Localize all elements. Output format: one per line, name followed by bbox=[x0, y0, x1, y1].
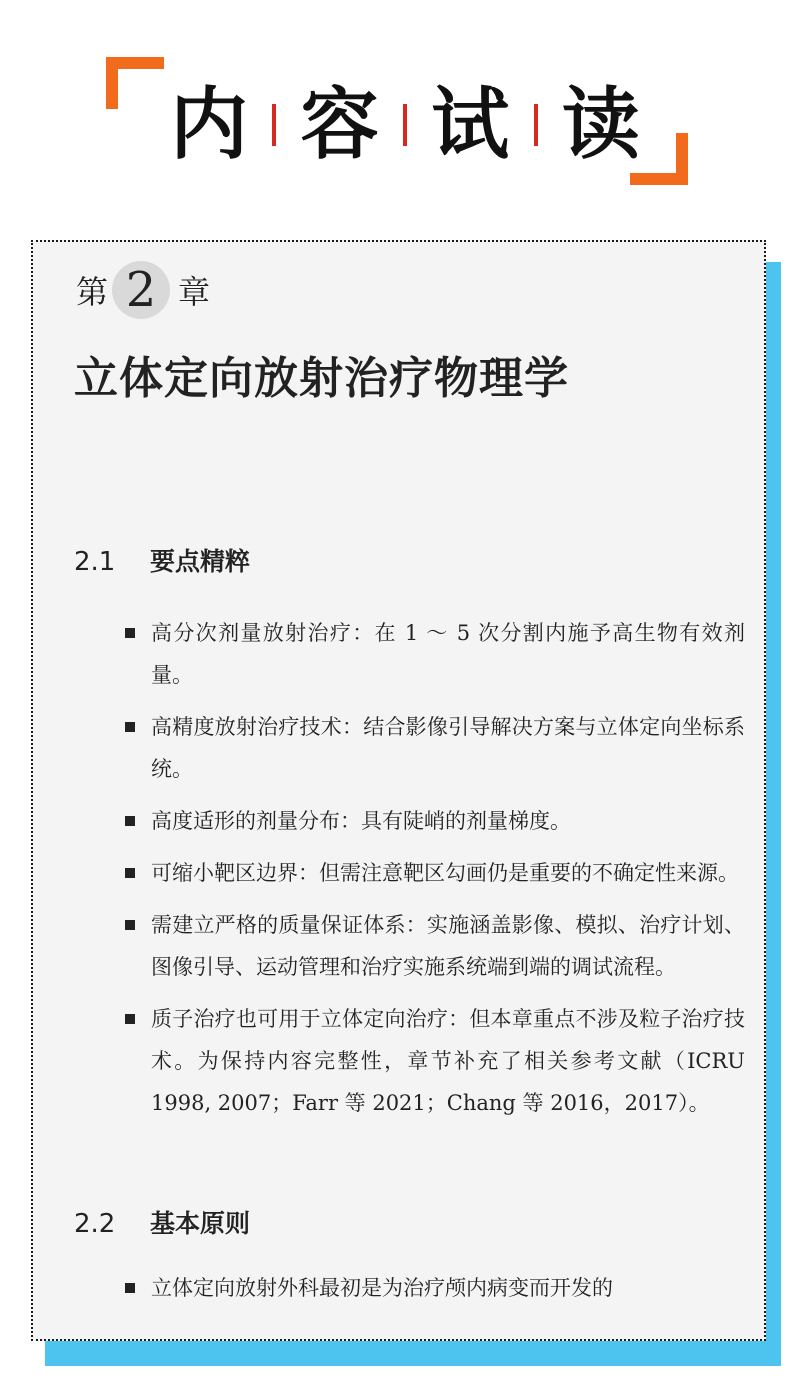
bullet-text: 可缩小靶区边界：但需注意靶区勾画仍是重要的不确定性来源。 bbox=[151, 861, 739, 885]
bullet-text: 立体定向放射外科最初是为治疗颅内病变而开发的 bbox=[151, 1276, 613, 1300]
list-item bbox=[125, 1267, 745, 1309]
list-item bbox=[125, 706, 745, 790]
list-item bbox=[125, 852, 745, 894]
bullet-text: 高度适形的剂量分布：具有陡峭的剂量梯度。 bbox=[151, 809, 571, 833]
bullet-text: 高分次剂量放射治疗：在 1 ～ 5 次分割内施予高生物有效剂量。 bbox=[151, 621, 745, 687]
header-title bbox=[170, 80, 640, 170]
square-bullet-icon bbox=[125, 868, 135, 878]
chapter-suffix: 章 bbox=[178, 273, 211, 311]
square-bullet-icon bbox=[125, 920, 135, 930]
bullet-list bbox=[125, 612, 745, 1134]
list-item bbox=[125, 800, 745, 842]
square-bullet-icon bbox=[125, 722, 135, 732]
title-char-4: 读 bbox=[561, 80, 640, 170]
title-separator bbox=[403, 104, 407, 146]
list-item bbox=[125, 904, 745, 988]
title-separator bbox=[534, 104, 538, 146]
section-name: 基本原则 bbox=[150, 1209, 251, 1238]
bracket-top-left-bar bbox=[106, 57, 164, 69]
square-bullet-icon bbox=[125, 1014, 135, 1024]
book-page-card bbox=[31, 240, 766, 1341]
chapter-label bbox=[76, 260, 210, 320]
square-bullet-icon bbox=[125, 628, 135, 638]
chapter-number-badge: 2 bbox=[112, 261, 170, 319]
bullet-text: 质子治疗也可用于立体定向治疗：但本章重点不涉及粒子治疗技术。为保持内容完整性，章节补充了相关参考文献（ICRU 1998, 2007；Farr 等 2021；Chang 等 2016，2017）。 bbox=[151, 1007, 745, 1115]
title-char-2: 容 bbox=[300, 80, 379, 170]
title-char-1: 内 bbox=[170, 80, 249, 170]
bullet-text: 高精度放射治疗技术：结合影像引导解决方案与立体定向坐标系统。 bbox=[151, 715, 745, 781]
section-name: 要点精粹 bbox=[150, 547, 251, 576]
square-bullet-icon bbox=[125, 816, 135, 826]
section-heading bbox=[74, 542, 250, 578]
section-number: 2.2 bbox=[74, 1209, 116, 1239]
chapter-title: 立体定向放射治疗物理学 bbox=[74, 353, 569, 404]
bullet-list bbox=[125, 1267, 745, 1319]
list-item bbox=[125, 998, 745, 1124]
section-number: 2.1 bbox=[74, 547, 116, 577]
section-header bbox=[0, 0, 800, 240]
title-separator bbox=[272, 104, 276, 146]
square-bullet-icon bbox=[125, 1283, 135, 1293]
bullet-text: 需建立严格的质量保证体系：实施涵盖影像、模拟、治疗计划、图像引导、运动管理和治疗实施系统端到端的调试流程。 bbox=[151, 913, 745, 979]
chapter-prefix: 第 bbox=[76, 273, 109, 311]
list-item bbox=[125, 612, 745, 696]
bracket-bottom-right-bar bbox=[630, 173, 688, 185]
title-char-3: 试 bbox=[431, 80, 510, 170]
section-heading bbox=[74, 1204, 250, 1240]
